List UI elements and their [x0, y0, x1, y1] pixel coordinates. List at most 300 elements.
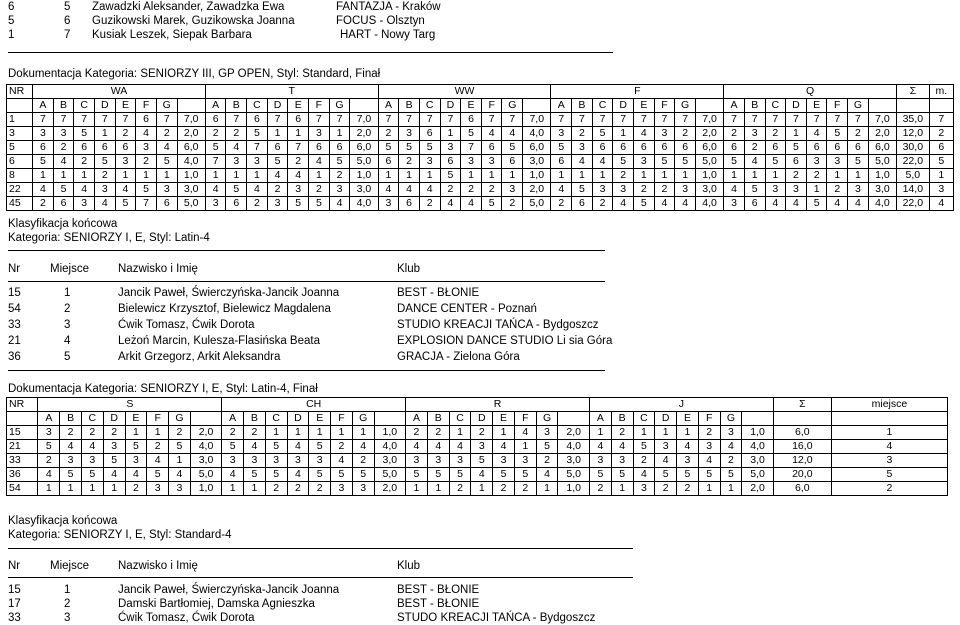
table-cell: 2: [827, 183, 848, 197]
table-cell: 3: [677, 454, 699, 468]
table-cell: 7: [156, 113, 177, 127]
judge-cell: [350, 99, 378, 113]
table-cell: 4: [244, 440, 266, 454]
table-cell: 7: [247, 141, 268, 155]
table-cell: 3: [572, 141, 593, 155]
table-cell: 6: [95, 141, 116, 155]
couple-names: Zawadzki Aleksander, Zawadzka Ewa: [92, 1, 285, 13]
table-cell: 6: [399, 197, 420, 211]
table-cell: 6: [502, 155, 523, 169]
couple-place: 7: [64, 29, 71, 41]
table-cell: 1: [848, 169, 869, 183]
table-cell: 6: [654, 141, 675, 155]
table-cell: 4: [536, 468, 558, 482]
table-cell: 3: [74, 197, 95, 211]
table-cell: 12,0: [773, 454, 831, 468]
table-cell: 21: [7, 440, 38, 454]
table-cell: 4: [33, 183, 54, 197]
judge-cell: A: [406, 412, 428, 426]
table-cell: 4: [74, 183, 95, 197]
table-cell: 5: [378, 141, 399, 155]
table-cell: 6: [329, 141, 350, 155]
table-cell: 7: [95, 113, 116, 127]
table-cell: 1: [536, 482, 558, 496]
judge-cell: D: [440, 99, 461, 113]
table-cell: 5: [634, 197, 655, 211]
table-cell: 6: [205, 113, 226, 127]
table-cell: 2,0: [868, 127, 896, 141]
judge-cell: D: [103, 412, 125, 426]
couple-nr: 6: [8, 1, 15, 13]
table-cell: 7: [329, 113, 350, 127]
judge-cell: E: [309, 412, 331, 426]
table-cell: 4,0: [523, 127, 551, 141]
table-cell: 1: [827, 169, 848, 183]
table-cell: 7: [309, 113, 330, 127]
table-cell: 7: [267, 113, 288, 127]
table-row: [7, 482, 948, 496]
table-cell: 1: [786, 127, 807, 141]
table-cell: 3: [309, 127, 330, 141]
judge-cell: [523, 99, 551, 113]
judge-cell: F: [654, 99, 675, 113]
table-cell: 3: [765, 183, 786, 197]
judge-cell: F: [514, 412, 536, 426]
table-cell: 2: [329, 169, 350, 183]
table-cell: 4: [481, 127, 502, 141]
table-cell: 7: [136, 197, 157, 211]
table-cell: 2,0: [190, 426, 221, 440]
list-item-place: 3: [64, 319, 71, 331]
table-cell: 3: [786, 183, 807, 197]
table-cell: 6: [115, 141, 136, 155]
table-cell: 3: [205, 197, 226, 211]
header-dance-cell: WW: [378, 85, 551, 99]
judge-cell: E: [806, 99, 827, 113]
list-item-club: BEST - BŁONIE: [397, 287, 480, 299]
header-place-cell: m.: [929, 85, 953, 99]
doc1-judges-row: [7, 99, 954, 113]
judge-cell: C: [592, 99, 613, 113]
table-cell: 1: [115, 169, 136, 183]
table-cell: 6: [309, 141, 330, 155]
table-cell: 5: [309, 197, 330, 211]
judge-cell: B: [226, 99, 247, 113]
table-cell: 3: [136, 141, 157, 155]
table-cell: 2: [38, 454, 60, 468]
col-names: Nazwisko i Imię: [118, 263, 198, 275]
table-cell: 2,0: [742, 482, 773, 496]
table-cell: 2: [205, 127, 226, 141]
table-cell: 7: [634, 113, 655, 127]
table-cell: 4: [156, 141, 177, 155]
table-cell: 1: [287, 426, 309, 440]
table-cell: 5: [848, 155, 869, 169]
table-cell: 4: [440, 197, 461, 211]
table-cell: 5,0: [868, 155, 896, 169]
table-cell: 1: [81, 482, 103, 496]
table-cell: 6,0: [773, 482, 831, 496]
table-cell: 5: [827, 127, 848, 141]
list-item-nr: 33: [8, 612, 21, 624]
table-cell: 7: [675, 113, 696, 127]
table-cell: 3: [169, 482, 191, 496]
table-cell: 4: [309, 155, 330, 169]
table-cell: 5: [611, 468, 633, 482]
table-cell: 3: [493, 454, 515, 468]
table-cell: 2: [502, 197, 523, 211]
table-cell: 2: [60, 426, 82, 440]
table-cell: 1,0: [177, 169, 205, 183]
table-cell: 3: [502, 183, 523, 197]
table-cell: 7: [461, 141, 482, 155]
table-cell: 5: [806, 197, 827, 211]
table-cell: 6,0: [695, 141, 723, 155]
table-cell: 1: [95, 127, 116, 141]
table-cell: 2,0: [374, 482, 405, 496]
table-cell: 3: [536, 426, 558, 440]
doc2-header-row: [7, 398, 948, 412]
table-cell: 5,0: [558, 468, 590, 482]
table-cell: 5: [720, 468, 742, 482]
couple-nr: 5: [8, 15, 15, 27]
table-cell: 2: [265, 482, 287, 496]
table-cell: 2: [655, 482, 677, 496]
col-club: Klub: [397, 560, 421, 572]
table-cell: 6: [634, 141, 655, 155]
table-cell: 6: [806, 141, 827, 155]
table-cell: 16,0: [773, 440, 831, 454]
table-cell: 4: [611, 440, 633, 454]
table-cell: 1: [222, 482, 244, 496]
judge-cell: E: [288, 99, 309, 113]
table-cell: 6,0: [523, 141, 551, 155]
table-row: [7, 454, 948, 468]
judge-cell: [742, 412, 773, 426]
table-cell: 6: [551, 155, 572, 169]
table-cell: 1: [551, 169, 572, 183]
list-item-club: DANCE CENTER - Poznań: [397, 303, 537, 315]
table-cell: 6: [744, 197, 765, 211]
header-sum-cell: Σ: [773, 398, 831, 412]
judge-cell: A: [222, 412, 244, 426]
divider: [8, 577, 633, 578]
table-cell: 5: [613, 155, 634, 169]
table-cell: 2: [378, 127, 399, 141]
table-cell: 7: [115, 113, 136, 127]
table-cell: 5: [352, 468, 374, 482]
table-cell: 3: [125, 454, 147, 468]
list-item-nr: 21: [8, 335, 21, 347]
table-cell: 22: [7, 183, 33, 197]
table-cell: 2: [720, 454, 742, 468]
judge-cell: E: [125, 412, 147, 426]
table-cell: 4: [427, 440, 449, 454]
table-cell: 36: [7, 468, 38, 482]
table-cell: 5: [265, 468, 287, 482]
judge-cell: C: [265, 412, 287, 426]
table-cell: 3: [698, 440, 720, 454]
table-cell: 1: [38, 482, 60, 496]
table-cell: 1: [226, 169, 247, 183]
table-row: [7, 127, 954, 141]
table-cell: 1: [929, 169, 953, 183]
col-place: Miejsce: [50, 560, 89, 572]
table-cell: 3,0: [374, 454, 405, 468]
judge-cell: E: [493, 412, 515, 426]
table-cell: 2: [169, 426, 191, 440]
table-cell: 5: [33, 155, 54, 169]
judge-cell: E: [634, 99, 655, 113]
judge-cell: B: [427, 412, 449, 426]
table-cell: 5: [929, 155, 953, 169]
table-cell: 3: [675, 183, 696, 197]
judge-cell: F: [827, 99, 848, 113]
table-cell: 5: [461, 127, 482, 141]
table-cell: 7: [33, 113, 54, 127]
table-cell: 3: [514, 454, 536, 468]
table-cell: 1: [744, 169, 765, 183]
table-cell: 7,0: [868, 113, 896, 127]
table-cell: 3: [103, 440, 125, 454]
col-names: Nazwisko i Imię: [118, 560, 198, 572]
table-cell: 3: [720, 426, 742, 440]
table-cell: 6: [156, 197, 177, 211]
table-cell: 1: [440, 127, 461, 141]
judge-cell: A: [724, 99, 745, 113]
table-cell: 1: [205, 169, 226, 183]
table-cell: 2: [419, 197, 440, 211]
table-cell: 6: [440, 155, 461, 169]
col-nr: Nr: [8, 560, 21, 572]
table-cell: 1: [461, 169, 482, 183]
doc1-table: [6, 84, 954, 211]
table-cell: 3: [427, 454, 449, 468]
couple-place: 6: [64, 15, 71, 27]
table-cell: 3: [481, 155, 502, 169]
list-item-nr: 17: [8, 598, 21, 610]
table-cell: 54: [7, 482, 38, 496]
table-cell: 1,0: [695, 169, 723, 183]
section3-heading: Klasyfikacja końcowa: [8, 515, 118, 527]
table-cell: 1: [156, 169, 177, 183]
table-cell: 4: [226, 141, 247, 155]
table-cell: 5: [590, 468, 612, 482]
table-cell: 6,0: [350, 141, 378, 155]
table-cell: 3: [147, 482, 169, 496]
table-cell: 5: [698, 468, 720, 482]
table-cell: 3: [399, 127, 420, 141]
table-cell: 1,0: [558, 482, 590, 496]
judge-cell: D: [287, 412, 309, 426]
table-cell: 2: [590, 482, 612, 496]
table-cell: 5: [60, 468, 82, 482]
judge-cell: E: [115, 99, 136, 113]
table-cell: 1,0: [742, 426, 773, 440]
table-cell: 7: [419, 113, 440, 127]
judge-cell: G: [536, 412, 558, 426]
doc2-title: Dokumentacja Kategoria: SENIORZY I, E, Styl: Latin-4, Finał: [8, 383, 318, 395]
table-cell: 2: [848, 127, 869, 141]
table-cell: 3: [551, 127, 572, 141]
section2-category: Kategoria: SENIORZY I, E, Styl: Latin-4: [8, 232, 210, 244]
table-cell: 7,0: [350, 113, 378, 127]
table-cell: 7: [724, 113, 745, 127]
list-item-place: 5: [64, 351, 71, 363]
table-cell: 2: [613, 169, 634, 183]
table-cell: 2: [331, 440, 353, 454]
table-cell: 5,0: [523, 197, 551, 211]
table-cell: 6: [378, 155, 399, 169]
col-club: Klub: [397, 263, 421, 275]
table-cell: 1: [247, 169, 268, 183]
table-cell: 5,0: [374, 468, 405, 482]
judge-cell: E: [461, 99, 482, 113]
table-cell: 5: [147, 468, 169, 482]
table-cell: 1: [33, 169, 54, 183]
table-cell: 1: [125, 426, 147, 440]
table-cell: 3,0: [868, 183, 896, 197]
judge-cell: G: [675, 99, 696, 113]
judge-cell: [695, 99, 723, 113]
table-cell: 2: [461, 183, 482, 197]
table-cell: 1: [169, 454, 191, 468]
list-item-nr: 36: [8, 351, 21, 363]
table-cell: 30,0: [897, 141, 930, 155]
table-cell: 1: [267, 127, 288, 141]
table-cell: 2,0: [523, 183, 551, 197]
list-item-names: Leżoń Marcin, Kulesza-Flasińska Beata: [118, 335, 320, 347]
table-cell: 6: [481, 141, 502, 155]
table-cell: 4: [724, 183, 745, 197]
table-cell: 4: [461, 197, 482, 211]
judge-cell: D: [471, 412, 493, 426]
table-cell: 2: [572, 127, 593, 141]
table-cell: 2: [449, 482, 471, 496]
table-cell: 7: [929, 113, 953, 127]
table-cell: 6: [786, 155, 807, 169]
table-cell: 2: [471, 426, 493, 440]
table-cell: 3: [406, 454, 428, 468]
judge-cell: A: [205, 99, 226, 113]
table-row: [7, 440, 948, 454]
judge-cell: F: [147, 412, 169, 426]
table-cell: 1: [147, 426, 169, 440]
table-cell: 3: [287, 454, 309, 468]
table-cell: 4: [471, 468, 493, 482]
table-cell: 6: [33, 141, 54, 155]
list-item-names: Damski Bartłomiej, Damska Agnieszka: [118, 598, 315, 610]
judge-cell: F: [331, 412, 353, 426]
table-cell: 3: [331, 482, 353, 496]
table-cell: 1: [244, 482, 266, 496]
header-place-cell: miejsce: [831, 398, 947, 412]
table-cell: 1: [74, 169, 95, 183]
table-cell: 1: [406, 482, 428, 496]
table-cell: 2: [156, 127, 177, 141]
table-cell: 4: [419, 183, 440, 197]
table-row: [7, 468, 948, 482]
table-cell: 4: [592, 155, 613, 169]
table-cell: 6,0: [868, 141, 896, 155]
table-cell: 4,0: [190, 440, 221, 454]
table-cell: 3: [222, 454, 244, 468]
table-cell: 3: [724, 197, 745, 211]
table-cell: 2: [247, 197, 268, 211]
table-cell: 4: [81, 440, 103, 454]
table-cell: 5: [427, 468, 449, 482]
judge-cell: F: [698, 412, 720, 426]
table-cell: 4: [654, 197, 675, 211]
table-cell: 2: [222, 426, 244, 440]
couple-place: 5: [64, 1, 71, 13]
table-cell: 7: [744, 113, 765, 127]
table-cell: 5: [222, 440, 244, 454]
table-cell: 2: [147, 440, 169, 454]
list-item-place: 2: [64, 598, 71, 610]
table-cell: 4: [786, 197, 807, 211]
table-cell: 1: [331, 426, 353, 440]
table-cell: 5: [331, 468, 353, 482]
table-cell: 5: [536, 440, 558, 454]
table-cell: 3: [329, 183, 350, 197]
table-cell: 2: [125, 482, 147, 496]
table-cell: 1: [655, 426, 677, 440]
table-cell: 1: [698, 482, 720, 496]
table-cell: 4: [848, 197, 869, 211]
table-cell: 6: [288, 113, 309, 127]
table-cell: 3: [806, 155, 827, 169]
table-cell: 4,0: [558, 440, 590, 454]
header-cell: [929, 99, 953, 113]
table-row: [7, 155, 954, 169]
table-cell: 5: [471, 454, 493, 468]
table-cell: 3: [634, 155, 655, 169]
table-cell: 7: [572, 113, 593, 127]
table-cell: 3: [309, 454, 331, 468]
table-cell: 5: [786, 141, 807, 155]
table-cell: 6: [827, 141, 848, 155]
table-cell: 3: [156, 183, 177, 197]
judge-cell: C: [419, 99, 440, 113]
table-cell: 7: [786, 113, 807, 127]
table-cell: 4: [125, 468, 147, 482]
table-cell: 2,0: [350, 127, 378, 141]
table-cell: 1: [633, 426, 655, 440]
judge-cell: D: [613, 99, 634, 113]
table-cell: 7: [613, 113, 634, 127]
table-cell: 3: [33, 127, 54, 141]
table-cell: 2: [53, 141, 74, 155]
table-cell: 5: [765, 155, 786, 169]
table-cell: 7: [827, 113, 848, 127]
table-cell: 5: [115, 197, 136, 211]
table-cell: 4,0: [742, 440, 773, 454]
table-cell: 2: [399, 155, 420, 169]
table-cell: 3: [95, 183, 116, 197]
judge-cell: B: [399, 99, 420, 113]
table-cell: 1: [592, 169, 613, 183]
table-cell: 2: [677, 482, 699, 496]
table-cell: 4: [831, 440, 947, 454]
table-cell: 3,0: [177, 183, 205, 197]
table-cell: 5: [677, 468, 699, 482]
table-cell: 1: [514, 440, 536, 454]
table-cell: 3: [352, 482, 374, 496]
table-cell: 7: [654, 113, 675, 127]
table-cell: 1: [502, 169, 523, 183]
table-cell: 5,0: [742, 468, 773, 482]
